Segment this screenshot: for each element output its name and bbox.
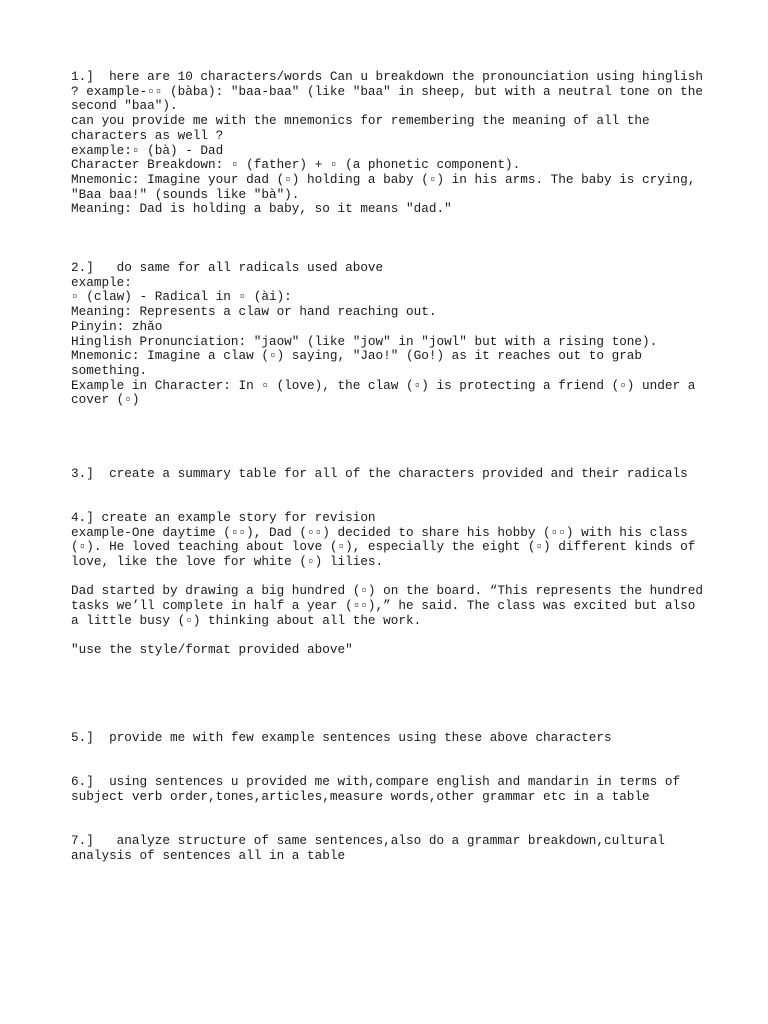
text-line: ? example-▫▫ (bàba): "baa-baa" (like "baa" in sheep, but with a neutral tone on the	[71, 83, 703, 99]
text-line: Meaning: Dad is holding a baby, so it means "dad."	[71, 201, 452, 217]
text-line: "use the style/format provided above"	[71, 642, 353, 658]
section-3	[71, 467, 711, 482]
text-line: 6.] using sentences u provided me with,compare english and mandarin in terms of	[71, 774, 681, 790]
text-line: second "baa").	[71, 98, 178, 114]
text-line: Example in Character: In ▫ (love), the claw (▫) is protecting a friend (▫) under a	[71, 377, 696, 393]
text-line: subject verb order,tones,articles,measure words,other grammar etc in a table	[71, 789, 650, 805]
text-line: Dad started by drawing a big hundred (▫) on the board. “This represents the hundred	[71, 583, 703, 599]
text-line: "Baa baa!" (sounds like "bà").	[71, 186, 300, 202]
text-line: analysis of sentences all in a table	[71, 847, 346, 863]
text-line: example:	[71, 274, 132, 290]
text-line: ▫ (claw) - Radical in ▫ (ài):	[71, 289, 292, 305]
text-line: example:▫ (bà) - Dad	[71, 142, 224, 158]
text-line: 5.] provide me with few example sentences using these above characters	[71, 730, 612, 746]
spacer	[71, 481, 711, 510]
text-line: a little busy (▫) thinking about all the work.	[71, 612, 422, 628]
section-2	[71, 261, 711, 408]
section-7	[71, 834, 711, 863]
section-6	[71, 775, 711, 804]
text-line: Mnemonic: Imagine a claw (▫) saying, "Jao!" (Go!) as it reaches out to grab	[71, 348, 643, 364]
text-line: Hinglish Pronunciation: "jaow" (like "jow" in "jowl" but with a rising tone).	[71, 333, 658, 349]
text-line: 2.] do same for all radicals used above	[71, 260, 384, 276]
section-1	[71, 70, 711, 217]
text-line: tasks we’ll complete in half a year (▫▫),” he said. The class was excited but also	[71, 598, 696, 614]
text-line: Character Breakdown: ▫ (father) + ▫ (a phonetic component).	[71, 157, 521, 173]
text-line: 1.] here are 10 characters/words Can u breakdown the pronounciation using hinglish	[71, 69, 703, 84]
document-page	[71, 70, 711, 864]
spacer	[71, 805, 711, 834]
text-line: love, like the love for white (▫) lilies.	[71, 553, 384, 569]
text-line: 3.] create a summary table for all of the characters provided and their radicals	[71, 465, 688, 481]
spacer	[71, 452, 711, 467]
section-5	[71, 731, 711, 746]
spacer	[71, 408, 711, 452]
text-line: example-One daytime (▫▫), Dad (▫▫) decided to share his hobby (▫▫) with his class	[71, 524, 688, 540]
text-line: something.	[71, 362, 148, 378]
spacer	[71, 746, 711, 775]
text-line: can you provide me with the mnemonics for remembering the meaning of all the	[71, 113, 650, 129]
text-line: Pinyin: zhǎo	[71, 318, 163, 334]
text-line: cover (▫)	[71, 392, 140, 408]
section-4	[71, 511, 711, 658]
spacer	[71, 570, 711, 585]
spacer	[71, 217, 711, 261]
text-line: 7.] analyze structure of same sentences,also do a grammar breakdown,cultural	[71, 833, 665, 849]
text-line: 4.] create an example story for revision	[71, 509, 376, 525]
text-line: Meaning: Represents a claw or hand reaching out.	[71, 304, 437, 320]
text-line: Mnemonic: Imagine your dad (▫) holding a baby (▫) in his arms. The baby is crying,	[71, 171, 696, 187]
spacer	[71, 658, 711, 732]
spacer	[71, 628, 711, 643]
text-line: characters as well ?	[71, 127, 224, 143]
text-line: (▫). He loved teaching about love (▫), especially the eight (▫) different kinds of	[71, 539, 696, 555]
